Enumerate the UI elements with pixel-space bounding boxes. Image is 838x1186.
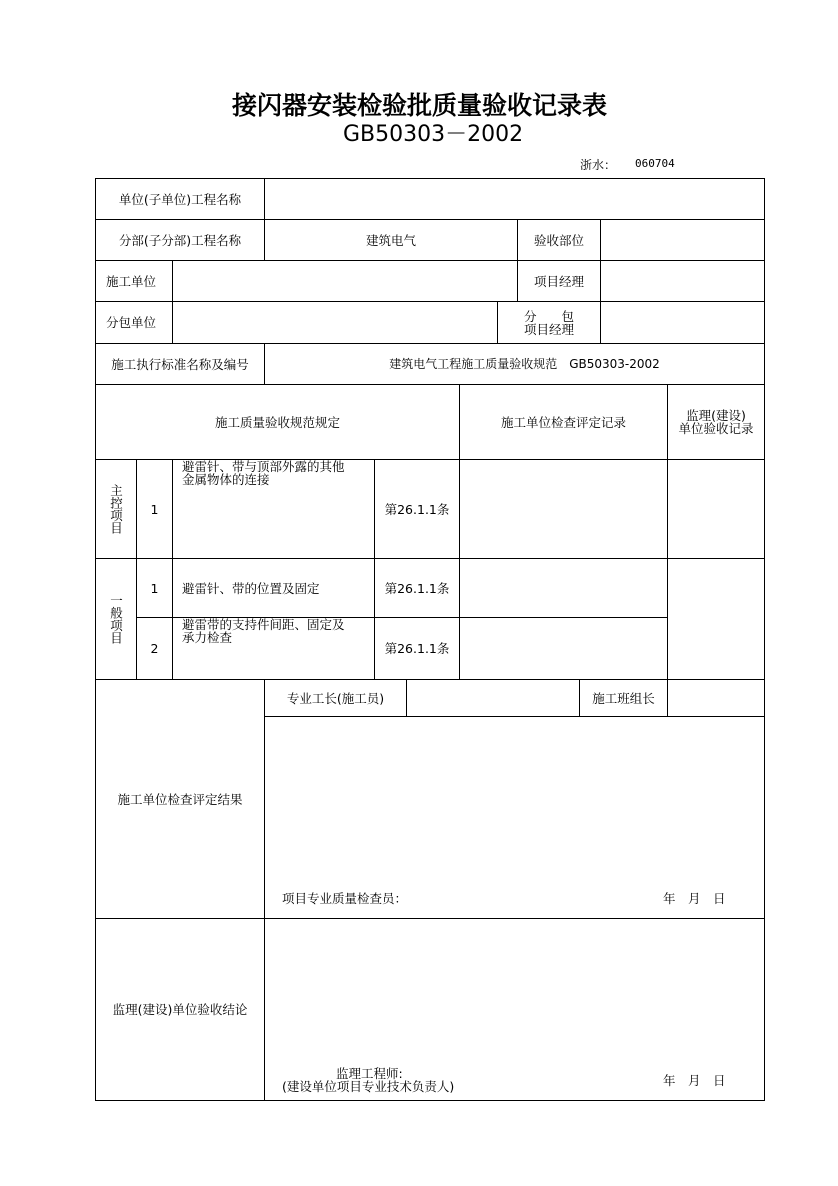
team-leader-field[interactable] [667, 679, 765, 717]
value: 2 [150, 641, 159, 656]
sub-project-label [95, 219, 265, 261]
label: 单位验收记录 [678, 421, 754, 436]
label: 专业工长(施工员) [286, 690, 385, 706]
value: 1 [150, 501, 159, 517]
exec-standard-label [95, 343, 265, 385]
project-manager-label [517, 260, 601, 302]
value: 建筑电气 [365, 232, 416, 248]
label: 施工单位 [106, 273, 157, 289]
label: 主控项目 [108, 484, 124, 534]
value: 建筑电气工程施工质量验收规范 GB50303-2002 [389, 356, 660, 371]
engineer-sub-label: (建设单位项目专业技术负责人) [282, 1079, 455, 1094]
value: 第26.1.1条 [384, 501, 450, 517]
label: 施工单位检查评定结果 [117, 791, 243, 807]
team-leader-label [579, 679, 668, 717]
conclusion-label [95, 918, 265, 1101]
value: 避雷针、带的位置及固定 [182, 580, 320, 596]
label: 分部(子分部)工程名称 [118, 232, 242, 248]
acceptance-part-label [517, 219, 601, 261]
code-value: 060704 [635, 157, 675, 170]
label: 施工执行标准名称及编号 [111, 356, 249, 372]
label: 施工质量验收规范规定 [214, 414, 340, 430]
item-desc [172, 558, 375, 618]
contractor-label [95, 260, 173, 302]
main-items-label [95, 459, 137, 559]
item-record-field[interactable] [459, 617, 668, 680]
code-label: 浙水： [580, 158, 617, 172]
label: 单位(子单位)工程名称 [118, 191, 242, 207]
standard-code: GB50303－2002 [343, 122, 524, 147]
label: 分包单位 [106, 315, 157, 330]
spec-header [95, 384, 460, 460]
label: 分 包 [523, 308, 574, 324]
item-no [136, 459, 173, 559]
label: 项目经理 [533, 273, 584, 289]
item-clause [374, 617, 460, 680]
sub-pm-label [497, 301, 601, 344]
contractor-record-header [459, 384, 668, 460]
subcontractor-field[interactable] [172, 301, 498, 344]
item-clause [374, 459, 460, 559]
engineer-label: 监理工程师: [336, 1066, 403, 1081]
general-items-label [95, 558, 137, 680]
item-clause [374, 558, 460, 618]
exec-standard-value [264, 343, 765, 385]
label: 监理(建设) [686, 408, 746, 423]
value: 1 [150, 580, 159, 596]
subcontractor-label [95, 301, 173, 344]
sub-pm-field[interactable] [600, 301, 765, 344]
label: 一般项目 [108, 594, 124, 644]
item-supervisor-field[interactable] [667, 459, 765, 559]
label: 验收部位 [533, 232, 584, 248]
conclusion-date: 年 月 日 [663, 1073, 726, 1088]
label: 监理(建设)单位验收结论 [112, 1002, 248, 1017]
value: 承力检查 [182, 630, 233, 645]
page-title: 接闪器安装检验批质量验收记录表 [232, 91, 608, 120]
project-manager-field[interactable] [600, 260, 765, 302]
label: 施工班组长 [592, 690, 655, 706]
contractor-field[interactable] [172, 260, 518, 302]
foreman-field[interactable] [406, 679, 580, 717]
inspector-label: 项目专业质量检查员： [282, 891, 408, 906]
sub-project-field[interactable] [264, 219, 518, 261]
result-date: 年 月 日 [663, 891, 726, 906]
value: 金属物体的连接 [182, 472, 270, 487]
acceptance-part-field[interactable] [600, 219, 765, 261]
value: 避雷针、带与顶部外露的其他 [182, 459, 345, 474]
value: 避雷带的支持件间距、固定及 [182, 617, 345, 632]
supervisor-record-header [667, 384, 765, 460]
unit-project-label [95, 178, 265, 220]
unit-project-field[interactable] [264, 178, 765, 220]
value: 第26.1.1条 [384, 641, 450, 656]
item-no [136, 617, 173, 680]
item-no [136, 558, 173, 618]
item-record-field[interactable] [459, 558, 668, 618]
general-supervisor-field[interactable] [667, 558, 765, 680]
label: 施工单位检查评定记录 [500, 414, 626, 430]
item-desc [172, 459, 375, 559]
item-record-field[interactable] [459, 459, 668, 559]
label: 项目经理 [523, 321, 574, 337]
foreman-label [264, 679, 407, 717]
value: 第26.1.1条 [384, 580, 450, 596]
item-desc [172, 617, 375, 680]
result-label [95, 679, 265, 919]
